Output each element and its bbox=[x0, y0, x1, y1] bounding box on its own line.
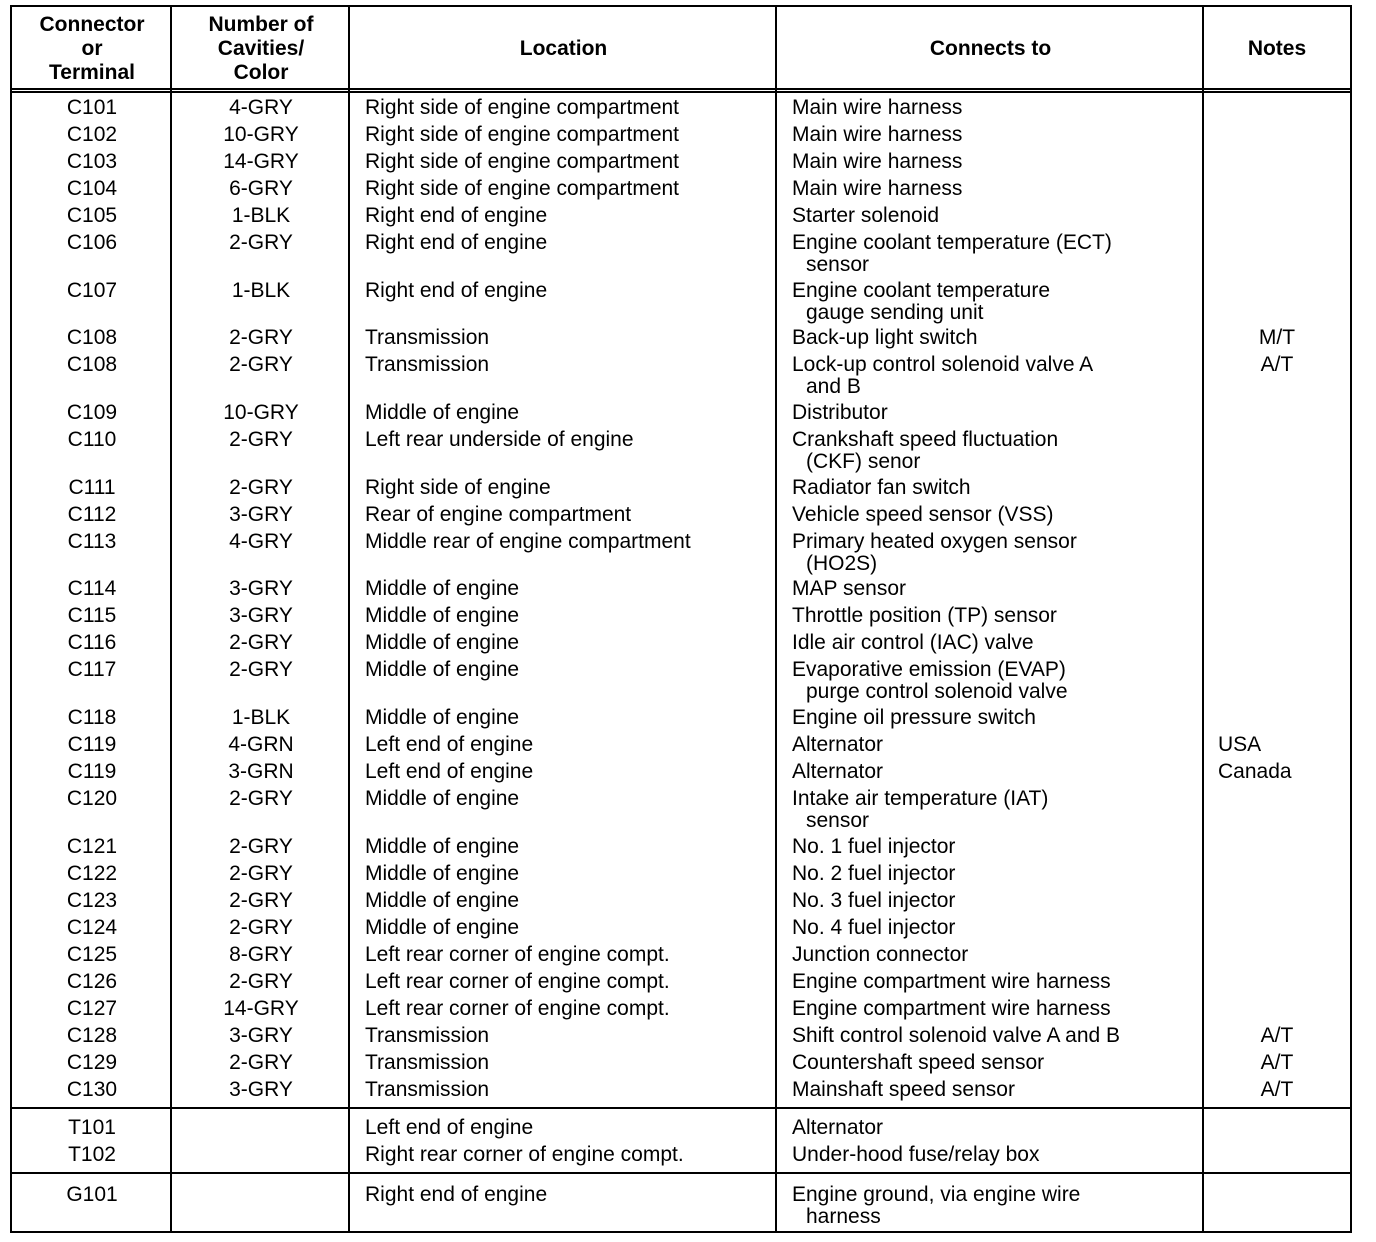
connector-id: C110 bbox=[67, 428, 117, 451]
header-divider bbox=[12, 88, 1350, 90]
cavities-color: 10-GRY bbox=[223, 123, 299, 146]
connects-to-line: Engine ground, via engine wire bbox=[792, 1183, 1081, 1206]
connects-to bbox=[792, 944, 1207, 966]
cavities-color: 2-GRY bbox=[229, 631, 293, 654]
location: Transmission bbox=[365, 1051, 490, 1074]
connects-to bbox=[792, 151, 1207, 173]
connects-to-line: Alternator bbox=[792, 760, 884, 783]
connects-to bbox=[792, 788, 1207, 832]
cavities-color: 3-GRY bbox=[229, 1078, 293, 1101]
cavities-color: 14-GRY bbox=[223, 150, 299, 173]
connects-to-continuation: (HO2S) bbox=[806, 552, 878, 575]
cavities-color: 4-GRN bbox=[228, 733, 294, 756]
location: Middle of engine bbox=[365, 889, 520, 912]
connector-id: C120 bbox=[66, 787, 118, 810]
connector-id: C105 bbox=[66, 204, 118, 227]
location: Transmission bbox=[365, 1078, 490, 1101]
location: Right side of engine compartment bbox=[365, 150, 680, 173]
notes: A/T bbox=[1260, 1024, 1294, 1047]
connects-to-line: No. 1 fuel injector bbox=[792, 835, 956, 858]
connects-to-line: Alternator bbox=[792, 1116, 884, 1139]
connects-to-line: Radiator fan switch bbox=[792, 476, 971, 499]
location: Middle of engine bbox=[365, 916, 520, 939]
connects-to-line: Countershaft speed sensor bbox=[792, 1051, 1045, 1074]
location: Middle rear of engine compartment bbox=[365, 530, 691, 553]
connects-to bbox=[792, 707, 1207, 729]
connects-to-line: No. 3 fuel injector bbox=[792, 889, 956, 912]
connects-to-continuation: purge control solenoid valve bbox=[806, 680, 1068, 703]
connects-to-continuation: sensor bbox=[806, 253, 870, 276]
connector-id: C115 bbox=[67, 604, 117, 627]
connector-id: C113 bbox=[67, 530, 117, 553]
cavities-color: 2-GRY bbox=[229, 916, 293, 939]
location: Middle of engine bbox=[365, 787, 520, 810]
connector-id: C126 bbox=[66, 970, 118, 993]
cavities-color: 8-GRY bbox=[229, 943, 293, 966]
location: Right end of engine bbox=[365, 204, 548, 227]
connects-to bbox=[792, 917, 1207, 939]
connects-to bbox=[792, 659, 1207, 703]
location: Left rear underside of engine bbox=[365, 428, 634, 451]
connects-to bbox=[792, 97, 1207, 119]
header-connects-to: Connects to bbox=[929, 36, 1052, 60]
location: Left end of engine bbox=[365, 1116, 534, 1139]
location: Left rear corner of engine compt. bbox=[365, 970, 670, 993]
location: Middle of engine bbox=[365, 577, 520, 600]
cavities-color: 1-BLK bbox=[231, 204, 291, 227]
connects-to-line: Evaporative emission (EVAP) bbox=[792, 658, 1066, 681]
connects-to-line: Main wire harness bbox=[792, 177, 963, 200]
section-divider bbox=[12, 1107, 1350, 1109]
cavities-color: 2-GRY bbox=[229, 231, 293, 254]
cavities-color: 3-GRY bbox=[229, 503, 293, 526]
connects-to-line: Engine coolant temperature bbox=[792, 279, 1050, 302]
connector-id: C129 bbox=[66, 1051, 118, 1074]
connects-to-line: No. 4 fuel injector bbox=[792, 916, 956, 939]
location: Middle of engine bbox=[365, 835, 520, 858]
cavities-color: 1-BLK bbox=[231, 706, 291, 729]
connects-to bbox=[792, 232, 1207, 276]
location: Transmission bbox=[365, 353, 490, 376]
notes: A/T bbox=[1260, 1078, 1294, 1101]
connects-to bbox=[792, 863, 1207, 885]
connects-to-line: Engine compartment wire harness bbox=[792, 970, 1111, 993]
cavities-color: 4-GRY bbox=[229, 96, 293, 119]
connects-to-line: Main wire harness bbox=[792, 96, 963, 119]
connects-to bbox=[792, 504, 1207, 526]
cavities-color: 3-GRY bbox=[229, 604, 293, 627]
connector-id: C122 bbox=[66, 862, 118, 885]
connects-to-continuation: gauge sending unit bbox=[806, 301, 984, 324]
connects-to bbox=[792, 280, 1207, 324]
connects-to-line: Starter solenoid bbox=[792, 204, 940, 227]
cavities-color: 1-BLK bbox=[231, 279, 291, 302]
cavities-color: 14-GRY bbox=[223, 997, 299, 1020]
cavities-color: 2-GRY bbox=[229, 326, 293, 349]
location: Transmission bbox=[365, 1024, 490, 1047]
connector-id: C108 bbox=[66, 353, 118, 376]
connector-id: C119 bbox=[67, 733, 117, 756]
location: Right end of engine bbox=[365, 279, 548, 302]
cavities-color: 10-GRY bbox=[223, 401, 299, 424]
connects-to bbox=[792, 327, 1207, 349]
connector-id: C101 bbox=[66, 96, 118, 119]
location: Middle of engine bbox=[365, 706, 520, 729]
section-divider bbox=[12, 1172, 1350, 1174]
connector-id: C124 bbox=[66, 916, 118, 939]
cavities-color: 2-GRY bbox=[229, 428, 293, 451]
location: Transmission bbox=[365, 326, 490, 349]
connects-to-line: Idle air control (IAC) valve bbox=[792, 631, 1034, 654]
connects-to-line: Primary heated oxygen sensor bbox=[792, 530, 1077, 553]
connects-to bbox=[792, 477, 1207, 499]
connector-id: C112 bbox=[67, 503, 117, 526]
cavities-color: 3-GRY bbox=[229, 1024, 293, 1047]
connects-to-line: Lock-up control solenoid valve A bbox=[792, 353, 1094, 376]
connects-to bbox=[792, 1144, 1207, 1166]
cavities-color: 2-GRY bbox=[229, 1051, 293, 1074]
connects-to-line: No. 2 fuel injector bbox=[792, 862, 956, 885]
connector-id: C117 bbox=[67, 658, 117, 681]
connects-to-line: Mainshaft speed sensor bbox=[792, 1078, 1015, 1101]
location: Left rear corner of engine compt. bbox=[365, 943, 670, 966]
connector-id: T102 bbox=[68, 1143, 116, 1166]
connector-id: C108 bbox=[66, 326, 118, 349]
notes: A/T bbox=[1260, 1051, 1294, 1074]
cavities-color: 2-GRY bbox=[229, 889, 293, 912]
notes: USA bbox=[1218, 733, 1262, 756]
location: Middle of engine bbox=[365, 862, 520, 885]
connects-to-line: Engine compartment wire harness bbox=[792, 997, 1111, 1020]
notes: Canada bbox=[1218, 760, 1292, 783]
cavities-color: 2-GRY bbox=[229, 787, 293, 810]
connects-to-line: Shift control solenoid valve A and B bbox=[792, 1024, 1121, 1047]
connects-to-line: Intake air temperature (IAT) bbox=[792, 787, 1049, 810]
connector-id: G101 bbox=[66, 1183, 118, 1206]
connects-to-line: Throttle position (TP) sensor bbox=[792, 604, 1057, 627]
location: Middle of engine bbox=[365, 658, 520, 681]
connector-id: T101 bbox=[68, 1116, 116, 1139]
connects-to bbox=[792, 124, 1207, 146]
location: Left end of engine bbox=[365, 760, 534, 783]
cavities-color: 3-GRN bbox=[228, 760, 294, 783]
connects-to-line: Junction connector bbox=[792, 943, 969, 966]
connects-to-continuation: (CKF) senor bbox=[806, 450, 921, 473]
location: Right end of engine bbox=[365, 231, 548, 254]
connects-to-line: Main wire harness bbox=[792, 123, 963, 146]
connects-to bbox=[792, 402, 1207, 424]
connects-to-line: Crankshaft speed fluctuation bbox=[792, 428, 1059, 451]
connects-to bbox=[792, 205, 1207, 227]
cavities-color: 4-GRY bbox=[229, 530, 293, 553]
location: Right side of engine compartment bbox=[365, 123, 680, 146]
connector-id: C123 bbox=[66, 889, 118, 912]
notes: A/T bbox=[1260, 353, 1294, 376]
connector-id: C119 bbox=[67, 760, 117, 783]
location: Right rear corner of engine compt. bbox=[365, 1143, 684, 1166]
connects-to-continuation: and B bbox=[806, 375, 861, 398]
connects-to bbox=[792, 531, 1207, 575]
connects-to bbox=[792, 1184, 1207, 1228]
location: Middle of engine bbox=[365, 401, 520, 424]
connects-to-line: Vehicle speed sensor (VSS) bbox=[792, 503, 1054, 526]
header-notes: Notes bbox=[1247, 36, 1307, 60]
connector-id: C127 bbox=[66, 997, 118, 1020]
connects-to-line: Main wire harness bbox=[792, 150, 963, 173]
connects-to-line: MAP sensor bbox=[792, 577, 906, 600]
header-divider bbox=[12, 91, 1350, 93]
cavities-color: 2-GRY bbox=[229, 835, 293, 858]
connects-to-line: Engine oil pressure switch bbox=[792, 706, 1036, 729]
header-cavities: Number of Cavities/ Color bbox=[208, 12, 314, 84]
connector-id: C114 bbox=[67, 577, 117, 600]
connects-to bbox=[792, 354, 1207, 398]
connects-to bbox=[792, 734, 1207, 756]
connector-id: C103 bbox=[66, 150, 118, 173]
connects-to bbox=[792, 1117, 1207, 1139]
connects-to bbox=[792, 429, 1207, 473]
connector-id: C109 bbox=[66, 401, 118, 424]
connects-to bbox=[792, 971, 1207, 993]
cavities-color: 3-GRY bbox=[229, 577, 293, 600]
connects-to bbox=[792, 1079, 1207, 1101]
connects-to bbox=[792, 578, 1207, 600]
connects-to bbox=[792, 1025, 1207, 1047]
connects-to-line: Under-hood fuse/relay box bbox=[792, 1143, 1040, 1166]
connects-to bbox=[792, 998, 1207, 1020]
cavities-color: 2-GRY bbox=[229, 658, 293, 681]
connects-to bbox=[792, 836, 1207, 858]
notes: M/T bbox=[1258, 326, 1296, 349]
location: Right side of engine compartment bbox=[365, 96, 680, 119]
connector-id: C102 bbox=[66, 123, 118, 146]
connects-to-continuation: sensor bbox=[806, 809, 870, 832]
connects-to-line: Distributor bbox=[792, 401, 888, 424]
location: Right side of engine bbox=[365, 476, 551, 499]
cavities-color: 2-GRY bbox=[229, 970, 293, 993]
connects-to bbox=[792, 761, 1207, 783]
location: Left end of engine bbox=[365, 733, 534, 756]
connects-to bbox=[792, 890, 1207, 912]
connector-id: C128 bbox=[66, 1024, 118, 1047]
connector-id: C130 bbox=[66, 1078, 118, 1101]
connects-to-line: Alternator bbox=[792, 733, 884, 756]
location: Middle of engine bbox=[365, 604, 520, 627]
connector-id: C118 bbox=[67, 706, 117, 729]
cavities-color: 2-GRY bbox=[229, 353, 293, 376]
connector-id: C107 bbox=[66, 279, 118, 302]
cavities-color: 2-GRY bbox=[229, 862, 293, 885]
location: Rear of engine compartment bbox=[365, 503, 632, 526]
connects-to-line: Engine coolant temperature (ECT) bbox=[792, 231, 1112, 254]
connects-to bbox=[792, 178, 1207, 200]
connects-to bbox=[792, 605, 1207, 627]
cavities-color: 6-GRY bbox=[229, 177, 293, 200]
connector-id: C104 bbox=[66, 177, 118, 200]
location: Left rear corner of engine compt. bbox=[365, 997, 670, 1020]
header-location: Location bbox=[519, 36, 608, 60]
location: Middle of engine bbox=[365, 631, 520, 654]
cavities-color: 2-GRY bbox=[229, 476, 293, 499]
connects-to bbox=[792, 1052, 1207, 1074]
connects-to-continuation: harness bbox=[806, 1205, 881, 1228]
connector-id: C125 bbox=[66, 943, 118, 966]
connector-id: C111 bbox=[68, 476, 116, 499]
connector-id: C106 bbox=[66, 231, 118, 254]
location: Right end of engine bbox=[365, 1183, 548, 1206]
location: Right side of engine compartment bbox=[365, 177, 680, 200]
connector-id: C121 bbox=[66, 835, 118, 858]
connects-to-line: Back-up light switch bbox=[792, 326, 978, 349]
connector-id: C116 bbox=[67, 631, 117, 654]
connector-table bbox=[10, 5, 1352, 1233]
header-connector: Connector or Terminal bbox=[39, 12, 145, 84]
connects-to bbox=[792, 632, 1207, 654]
column-divider bbox=[775, 7, 777, 1231]
